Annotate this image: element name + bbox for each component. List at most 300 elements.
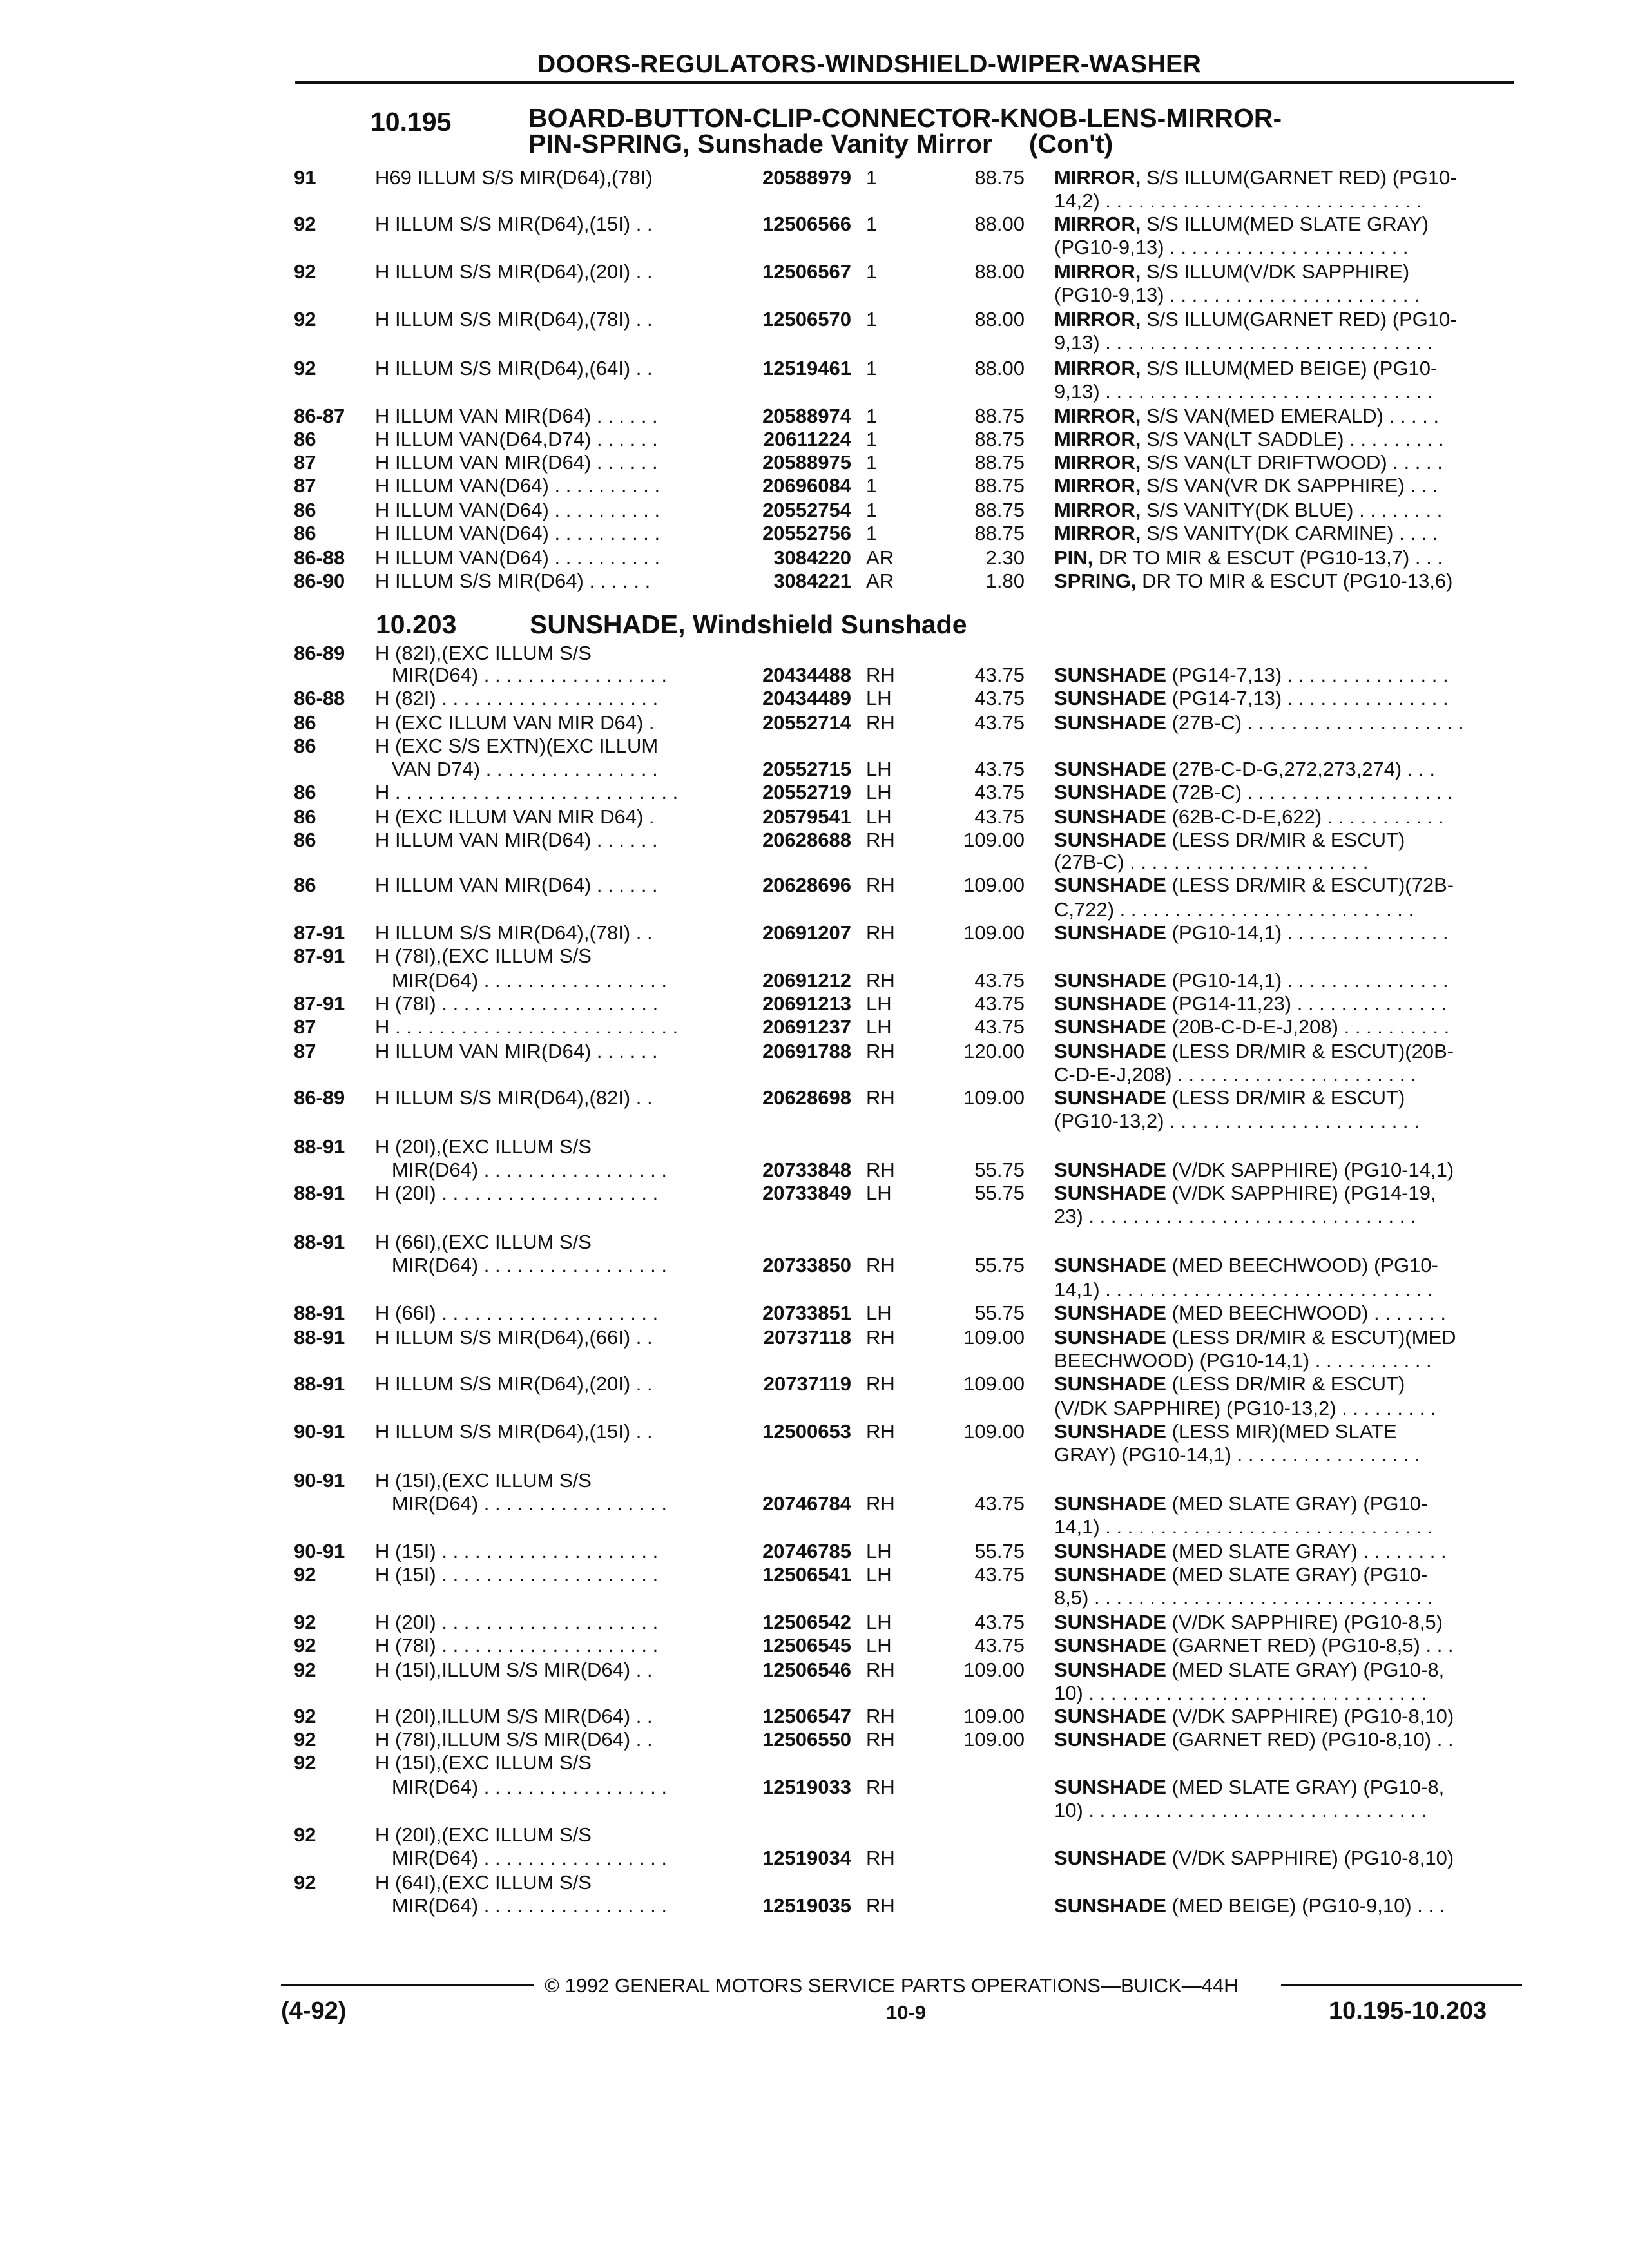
table-row xyxy=(0,1469,1629,1492)
part-name xyxy=(1054,1158,1521,1182)
year-range: 87-91 xyxy=(294,945,345,967)
table-row xyxy=(0,1871,1629,1894)
year-range: 88-91 xyxy=(294,1135,345,1158)
year-range: 86 xyxy=(294,428,316,450)
part-name-detail: S/S VAN(MED EMERALD) . . . . . xyxy=(1146,405,1440,427)
part-name-detail: S/S ILLUM(MED SLATE GRAY) xyxy=(1146,213,1429,235)
part-name-keyword: SUNSHADE xyxy=(1054,1086,1166,1109)
table-row xyxy=(0,1634,1629,1657)
part-name-keyword: SUNSHADE xyxy=(1054,1634,1166,1657)
part-name-keyword: SUNSHADE xyxy=(1054,1540,1166,1562)
part-number: 12519033 xyxy=(762,1776,851,1798)
part-name-detail: (MED SLATE GRAY) . . . . . . . . xyxy=(1171,1540,1447,1562)
part-name xyxy=(1054,213,1521,236)
price: 109.00 xyxy=(963,1728,1025,1751)
year-range: 92 xyxy=(294,1563,316,1586)
quantity: LH xyxy=(866,1540,892,1562)
part-name xyxy=(1054,805,1521,829)
quantity: 1 xyxy=(866,357,878,380)
year-range: 87 xyxy=(294,1040,316,1062)
part-number: 20691237 xyxy=(762,1015,851,1038)
year-range: 86 xyxy=(294,781,316,803)
part-name-detail: (MED SLATE GRAY) (PG10- xyxy=(1171,1492,1428,1515)
quantity: LH xyxy=(866,758,892,780)
description: MIR(D64) . . . . . . . . . . . . . . . . . xyxy=(375,1847,668,1869)
part-number: 20746784 xyxy=(762,1492,851,1515)
quantity: RH xyxy=(866,1847,895,1869)
table-row xyxy=(0,1658,1629,1682)
part-number: 20552715 xyxy=(762,758,851,780)
year-range: 86-89 xyxy=(294,642,345,664)
part-number: 12506545 xyxy=(762,1634,851,1657)
part-name-keyword: SUNSHADE xyxy=(1054,829,1166,851)
table-row xyxy=(0,1015,1629,1039)
description: H (78I),(EXC ILLUM S/S xyxy=(375,945,592,967)
part-name-detail: 9,13) . . . . . . . . . . . . . . . . . . . . . . . . . . . . . . xyxy=(1054,380,1433,403)
description: H (64I),(EXC ILLUM S/S xyxy=(375,1871,592,1894)
quantity: RH xyxy=(866,829,895,851)
part-name-detail: DR TO MIR & ESCUT (PG10-13,6) xyxy=(1142,570,1453,592)
part-name-detail: S/S VAN(VR DK SAPPHIRE) . . . xyxy=(1146,474,1438,497)
table-row xyxy=(0,308,1629,331)
part-number: 12506570 xyxy=(762,308,851,331)
part-number: 20746785 xyxy=(762,1540,851,1562)
part-name-keyword: PIN, xyxy=(1054,546,1094,569)
description: MIR(D64) . . . . . . . . . . . . . . . . . xyxy=(375,1158,668,1181)
description: H (EXC ILLUM VAN MIR D64) . xyxy=(375,805,655,828)
description: H (82I) . . . . . . . . . . . . . . . . . . . . xyxy=(375,687,659,709)
part-number: 20691207 xyxy=(762,921,851,944)
table-row xyxy=(0,642,1629,665)
table-row xyxy=(0,1372,1629,1396)
table-row xyxy=(0,1063,1629,1086)
part-number: 20628696 xyxy=(762,874,851,896)
part-name-detail: (MED SLATE GRAY) (PG10-8, xyxy=(1171,1658,1445,1681)
table-row xyxy=(0,805,1629,829)
part-name-keyword: SUNSHADE xyxy=(1054,921,1166,944)
description: H (78I) . . . . . . . . . . . . . . . . . . . . xyxy=(375,1634,659,1657)
part-name xyxy=(1054,1278,1521,1302)
year-range: 92 xyxy=(294,260,316,283)
table-row xyxy=(0,546,1629,570)
table-row xyxy=(0,1158,1629,1182)
part-number: 20737118 xyxy=(763,1326,851,1349)
price: 88.75 xyxy=(974,522,1025,544)
quantity: 1 xyxy=(866,166,878,189)
part-name xyxy=(1054,236,1521,259)
part-name-detail: (PG10-14,1) . . . . . . . . . . . . . . . xyxy=(1171,969,1449,992)
part-name xyxy=(1054,1634,1521,1657)
part-number: 20737119 xyxy=(763,1372,851,1395)
part-number: 12506566 xyxy=(762,213,851,235)
description: H ILLUM S/S MIR(D64),(15I) . . xyxy=(375,213,653,235)
description: H ILLUM VAN MIR(D64) . . . . . . xyxy=(375,829,658,851)
part-name-detail: DR TO MIR & ESCUT (PG10-13,7) . . . xyxy=(1098,546,1443,569)
part-name xyxy=(1054,1205,1521,1228)
table-row xyxy=(0,874,1629,897)
quantity: RH xyxy=(866,1086,895,1109)
description: H ILLUM VAN MIR(D64) . . . . . . xyxy=(375,405,658,427)
quantity: 1 xyxy=(866,428,878,450)
quantity: LH xyxy=(866,1182,892,1204)
part-number: 20691212 xyxy=(762,969,851,992)
part-name xyxy=(1054,1658,1521,1682)
quantity: RH xyxy=(866,1420,895,1443)
part-name xyxy=(1054,570,1521,593)
description: H ILLUM VAN(D64) . . . . . . . . . . xyxy=(375,546,660,569)
description: VAN D74) . . . . . . . . . . . . . . . . xyxy=(375,758,658,780)
part-name-keyword: SUNSHADE xyxy=(1054,805,1166,828)
part-name-detail: (PG10-9,13) . . . . . . . . . . . . . . . . . . . . . . xyxy=(1054,236,1409,258)
part-name-keyword: SUNSHADE xyxy=(1054,1776,1166,1798)
part-name-keyword: SUNSHADE xyxy=(1054,781,1166,803)
part-name-keyword: SUNSHADE xyxy=(1054,711,1166,734)
part-name xyxy=(1054,166,1521,189)
table-row xyxy=(0,1776,1629,1799)
table-row xyxy=(0,1086,1629,1110)
year-range: 88-91 xyxy=(294,1231,345,1253)
table-row xyxy=(0,1563,1629,1586)
part-number: 20588974 xyxy=(762,405,851,427)
part-name xyxy=(1054,405,1521,428)
part-number: 20696084 xyxy=(762,474,851,497)
part-name-keyword: SUNSHADE xyxy=(1054,1894,1166,1917)
quantity: RH xyxy=(866,711,895,734)
part-name-detail: (MED SLATE GRAY) (PG10-8, xyxy=(1171,1776,1445,1798)
part-name-detail: 23) . . . . . . . . . . . . . . . . . . . . . . . . . . . . . . xyxy=(1054,1205,1416,1227)
year-range: 88-91 xyxy=(294,1326,345,1349)
table-row xyxy=(0,829,1629,852)
section-title-rest: Windshield Sunshade xyxy=(692,610,967,639)
part-name-detail: C,722) . . . . . . . . . . . . . . . . . . . . . . . . . . . xyxy=(1054,898,1414,921)
part-name xyxy=(1054,451,1521,474)
table-row xyxy=(0,1205,1629,1228)
table-row xyxy=(0,1540,1629,1563)
description: H (20I) . . . . . . . . . . . . . . . . . . . . xyxy=(375,1611,659,1633)
description: H (15I),(EXC ILLUM S/S xyxy=(375,1751,592,1774)
part-number: 20733849 xyxy=(762,1182,851,1204)
part-name-keyword: MIRROR, xyxy=(1054,451,1141,474)
year-range: 92 xyxy=(294,1728,316,1751)
description: H (20I),(EXC ILLUM S/S xyxy=(375,1823,592,1846)
year-range: 87-91 xyxy=(294,992,345,1015)
price: 109.00 xyxy=(963,829,1025,851)
table-row xyxy=(0,1349,1629,1372)
quantity: RH xyxy=(866,969,895,992)
year-range: 86 xyxy=(294,499,316,521)
year-range: 86 xyxy=(294,711,316,734)
description: H ILLUM VAN(D64) . . . . . . . . . . xyxy=(375,474,660,497)
part-name-keyword: SUNSHADE xyxy=(1054,1372,1166,1395)
part-name-detail: (MED SLATE GRAY) (PG10- xyxy=(1171,1563,1428,1586)
part-name-keyword: SUNSHADE xyxy=(1054,1015,1166,1038)
description: H ILLUM VAN MIR(D64) . . . . . . xyxy=(375,1040,658,1062)
table-row xyxy=(0,166,1629,189)
description: H (66I),(EXC ILLUM S/S xyxy=(375,1231,592,1253)
table-row xyxy=(0,499,1629,522)
description: H (78I),ILLUM S/S MIR(D64) . . xyxy=(375,1728,653,1751)
part-number: 20588979 xyxy=(762,166,851,189)
price: 109.00 xyxy=(963,1420,1025,1443)
part-name-detail: (GARNET RED) (PG10-8,10) . . xyxy=(1171,1728,1454,1751)
part-name xyxy=(1054,1682,1521,1705)
part-name-keyword: SUNSHADE xyxy=(1054,1563,1166,1586)
part-name xyxy=(1054,189,1521,213)
part-name xyxy=(1054,1894,1521,1917)
part-name-keyword: SUNSHADE xyxy=(1054,1326,1166,1349)
price: 109.00 xyxy=(963,1705,1025,1727)
description: MIR(D64) . . . . . . . . . . . . . . . . . xyxy=(375,1776,668,1798)
part-name xyxy=(1054,308,1521,331)
table-row xyxy=(0,945,1629,968)
table-row xyxy=(0,405,1629,428)
table-row xyxy=(0,1182,1629,1205)
part-name xyxy=(1054,546,1521,570)
table-row xyxy=(0,1847,1629,1870)
quantity: LH xyxy=(866,687,892,709)
part-name-detail: S/S VAN(LT DRIFTWOOD) . . . . . xyxy=(1146,451,1443,474)
price: 55.75 xyxy=(974,1254,1025,1276)
description: H (15I) . . . . . . . . . . . . . . . . . . . . xyxy=(375,1563,659,1586)
part-name xyxy=(1054,1420,1521,1443)
part-number: 20611224 xyxy=(763,428,851,450)
section-title-rest: Sunshade Vanity Mirror (Con't) xyxy=(697,129,1113,159)
part-name xyxy=(1054,1705,1521,1728)
part-name-keyword: SUNSHADE xyxy=(1054,1611,1166,1633)
price: 43.75 xyxy=(974,758,1025,780)
table-row xyxy=(0,1705,1629,1728)
price: 55.75 xyxy=(974,1302,1025,1324)
price: 109.00 xyxy=(963,874,1025,896)
price: 88.75 xyxy=(974,499,1025,521)
part-name-detail: S/S ILLUM(GARNET RED) (PG10- xyxy=(1146,166,1457,189)
part-name-keyword: SUNSHADE xyxy=(1054,758,1166,780)
description: H ILLUM S/S MIR(D64),(64I) . . xyxy=(375,357,653,380)
price: 43.75 xyxy=(974,1611,1025,1633)
table-row xyxy=(0,1751,1629,1774)
year-range: 92 xyxy=(294,1705,316,1727)
table-row xyxy=(0,1326,1629,1349)
year-range: 92 xyxy=(294,308,316,331)
part-name-detail: (LESS DR/MIR & ESCUT)(20B- xyxy=(1171,1040,1454,1062)
price: 43.75 xyxy=(974,781,1025,803)
section-title-keyword: PIN-SPRING, xyxy=(528,129,690,159)
part-name xyxy=(1054,1563,1521,1586)
table-row xyxy=(0,1110,1629,1133)
table-row xyxy=(0,758,1629,781)
description: H ILLUM VAN MIR(D64) . . . . . . xyxy=(375,874,658,896)
part-name-keyword: MIRROR, xyxy=(1054,428,1141,450)
part-name-keyword: MIRROR, xyxy=(1054,499,1141,521)
description: H (EXC ILLUM VAN MIR D64) . xyxy=(375,711,655,734)
part-number: 20552756 xyxy=(762,522,851,544)
table-row xyxy=(0,570,1629,593)
part-name-detail: (62B-C-D-E,622) . . . . . . . . . . . xyxy=(1171,805,1444,828)
section-title-line1: BOARD-BUTTON-CLIP-CONNECTOR-KNOB-LENS-MIRROR- xyxy=(528,103,1282,133)
part-name-keyword: SUNSHADE xyxy=(1054,1254,1166,1276)
part-name-detail: (PG10-14,1) . . . . . . . . . . . . . . . xyxy=(1171,921,1449,944)
part-name xyxy=(1054,260,1521,284)
year-range: 92 xyxy=(294,1823,316,1846)
section-number: 10.203 xyxy=(376,610,457,639)
part-name xyxy=(1054,687,1521,710)
price: 55.75 xyxy=(974,1182,1025,1204)
year-range: 92 xyxy=(294,357,316,380)
table-row xyxy=(0,711,1629,735)
part-name-keyword: SUNSHADE xyxy=(1054,1658,1166,1681)
year-range: 86 xyxy=(294,735,316,757)
part-number: 20733848 xyxy=(762,1158,851,1181)
part-name xyxy=(1054,1611,1521,1634)
table-row xyxy=(0,260,1629,284)
part-number: 20691213 xyxy=(762,992,851,1015)
part-name-detail: (20B-C-D-E-J,208) . . . . . . . . . . xyxy=(1171,1015,1450,1038)
part-name-detail: (V/DK SAPPHIRE) (PG10-14,1) xyxy=(1171,1158,1454,1181)
year-range: 87 xyxy=(294,474,316,497)
part-name xyxy=(1054,1040,1521,1063)
part-name xyxy=(1054,781,1521,804)
table-row xyxy=(0,189,1629,213)
footer-section-range: 10.195-10.203 xyxy=(1329,1997,1487,2024)
part-name xyxy=(1054,1372,1521,1396)
table-row xyxy=(0,898,1629,921)
price: 88.75 xyxy=(974,451,1025,474)
quantity: RH xyxy=(866,874,895,896)
price: 43.75 xyxy=(974,687,1025,709)
quantity: 1 xyxy=(866,308,878,331)
description: H (15I),ILLUM S/S MIR(D64) . . xyxy=(375,1658,653,1681)
part-number: 20434488 xyxy=(762,664,851,686)
quantity: 1 xyxy=(866,213,878,235)
table-row xyxy=(0,1492,1629,1515)
year-range: 86-88 xyxy=(294,687,345,709)
part-name xyxy=(1054,874,1521,897)
table-row xyxy=(0,1682,1629,1705)
table-row xyxy=(0,969,1629,992)
table-row xyxy=(0,664,1629,687)
description: H ILLUM S/S MIR(D64),(82I) . . xyxy=(375,1086,653,1109)
year-range: 87 xyxy=(294,451,316,474)
footer-rule-right xyxy=(1281,1984,1522,1986)
price: 55.75 xyxy=(974,1158,1025,1181)
part-number: 20691788 xyxy=(762,1040,851,1062)
footer-page-number: 10-9 xyxy=(886,2001,927,2024)
part-number: 20552754 xyxy=(762,499,851,521)
price: 43.75 xyxy=(974,1563,1025,1586)
part-name xyxy=(1054,1302,1521,1325)
quantity: RH xyxy=(866,1776,895,1798)
price: 109.00 xyxy=(963,921,1025,944)
price: 109.00 xyxy=(963,1372,1025,1395)
description: MIR(D64) . . . . . . . . . . . . . . . . . xyxy=(375,969,668,992)
quantity: RH xyxy=(866,1894,895,1917)
table-row xyxy=(0,1302,1629,1325)
price: 43.75 xyxy=(974,1015,1025,1038)
table-row xyxy=(0,1135,1629,1158)
table-row xyxy=(0,992,1629,1015)
part-name xyxy=(1054,522,1521,545)
price: 43.75 xyxy=(974,969,1025,992)
quantity: LH xyxy=(866,805,892,828)
description: H ILLUM S/S MIR(D64),(20I) . . xyxy=(375,1372,653,1395)
part-name-keyword: MIRROR, xyxy=(1054,522,1141,544)
part-name-detail: (27B-C-D-G,272,273,274) . . . xyxy=(1171,758,1435,780)
part-name xyxy=(1054,1540,1521,1563)
year-range: 86-87 xyxy=(294,405,345,427)
part-name-detail: (MED BEECHWOOD) . . . . . . . xyxy=(1171,1302,1446,1324)
table-row xyxy=(0,474,1629,497)
header-rule xyxy=(295,81,1514,84)
part-name-keyword: MIRROR, xyxy=(1054,308,1141,331)
part-name xyxy=(1054,829,1521,852)
year-range: 86-88 xyxy=(294,546,345,569)
part-number: 20588975 xyxy=(762,451,851,474)
part-name-keyword: SUNSHADE xyxy=(1054,1728,1166,1751)
part-name xyxy=(1054,664,1521,687)
year-range: 86 xyxy=(294,874,316,896)
part-name xyxy=(1054,1182,1521,1205)
part-name xyxy=(1054,1776,1521,1799)
part-name xyxy=(1054,428,1521,451)
price: 43.75 xyxy=(974,711,1025,734)
year-range: 86-89 xyxy=(294,1086,345,1109)
description: MIR(D64) . . . . . . . . . . . . . . . . . xyxy=(375,1254,668,1276)
footer-rule-left xyxy=(281,1984,534,1986)
price: 43.75 xyxy=(974,1634,1025,1657)
price: 109.00 xyxy=(963,1658,1025,1681)
part-name-keyword: SUNSHADE xyxy=(1054,969,1166,992)
part-name xyxy=(1054,711,1521,735)
description: H ILLUM S/S MIR(D64),(78I) . . xyxy=(375,921,653,944)
year-range: 92 xyxy=(294,213,316,235)
part-name-detail: S/S VANITY(DK BLUE) . . . . . . . . xyxy=(1146,499,1443,521)
year-range: 92 xyxy=(294,1658,316,1681)
quantity: LH xyxy=(866,1302,892,1324)
description: H . . . . . . . . . . . . . . . . . . . . . . . . . . xyxy=(375,781,679,803)
part-name xyxy=(1054,284,1521,307)
table-row xyxy=(0,1420,1629,1443)
page-header: DOORS-REGULATORS-WINDSHIELD-WIPER-WASHER xyxy=(537,50,1202,78)
quantity: RH xyxy=(866,1040,895,1062)
part-name-detail: (LESS DR/MIR & ESCUT)(MED xyxy=(1171,1326,1456,1349)
price: 88.00 xyxy=(974,308,1025,331)
description: H (15I),(EXC ILLUM S/S xyxy=(375,1469,592,1492)
description: H ILLUM VAN MIR(D64) . . . . . . xyxy=(375,451,658,474)
price: 109.00 xyxy=(963,1086,1025,1109)
part-name-keyword: SUNSHADE xyxy=(1054,687,1166,709)
quantity: RH xyxy=(866,1658,895,1681)
part-name xyxy=(1054,1349,1521,1372)
part-name-detail: (V/DK SAPPHIRE) (PG10-8,5) xyxy=(1171,1611,1443,1633)
table-row xyxy=(0,1586,1629,1610)
description: MIR(D64) . . . . . . . . . . . . . . . . . xyxy=(375,1492,668,1515)
description: H (15I) . . . . . . . . . . . . . . . . . . . . xyxy=(375,1540,659,1562)
part-name-keyword: SUNSHADE xyxy=(1054,1182,1166,1204)
footer-copyright: © 1992 GENERAL MOTORS SERVICE PARTS OPERATIONS—BUICK—44H xyxy=(545,1974,1239,1997)
price: 88.75 xyxy=(974,428,1025,450)
part-name-keyword: SUNSHADE xyxy=(1054,1040,1166,1062)
part-number: 12506547 xyxy=(762,1705,851,1727)
year-range: 90-91 xyxy=(294,1540,345,1562)
part-name-keyword: MIRROR, xyxy=(1054,474,1141,497)
description: H ILLUM S/S MIR(D64),(78I) . . xyxy=(375,308,653,331)
part-name-keyword: SUNSHADE xyxy=(1054,1492,1166,1515)
price: 88.00 xyxy=(974,213,1025,235)
table-row xyxy=(0,1823,1629,1847)
part-number: 12500653 xyxy=(762,1420,851,1443)
part-name-keyword: SUNSHADE xyxy=(1054,1705,1166,1727)
part-name-detail: 14,1) . . . . . . . . . . . . . . . . . . . . . . . . . . . . . . xyxy=(1054,1278,1433,1301)
